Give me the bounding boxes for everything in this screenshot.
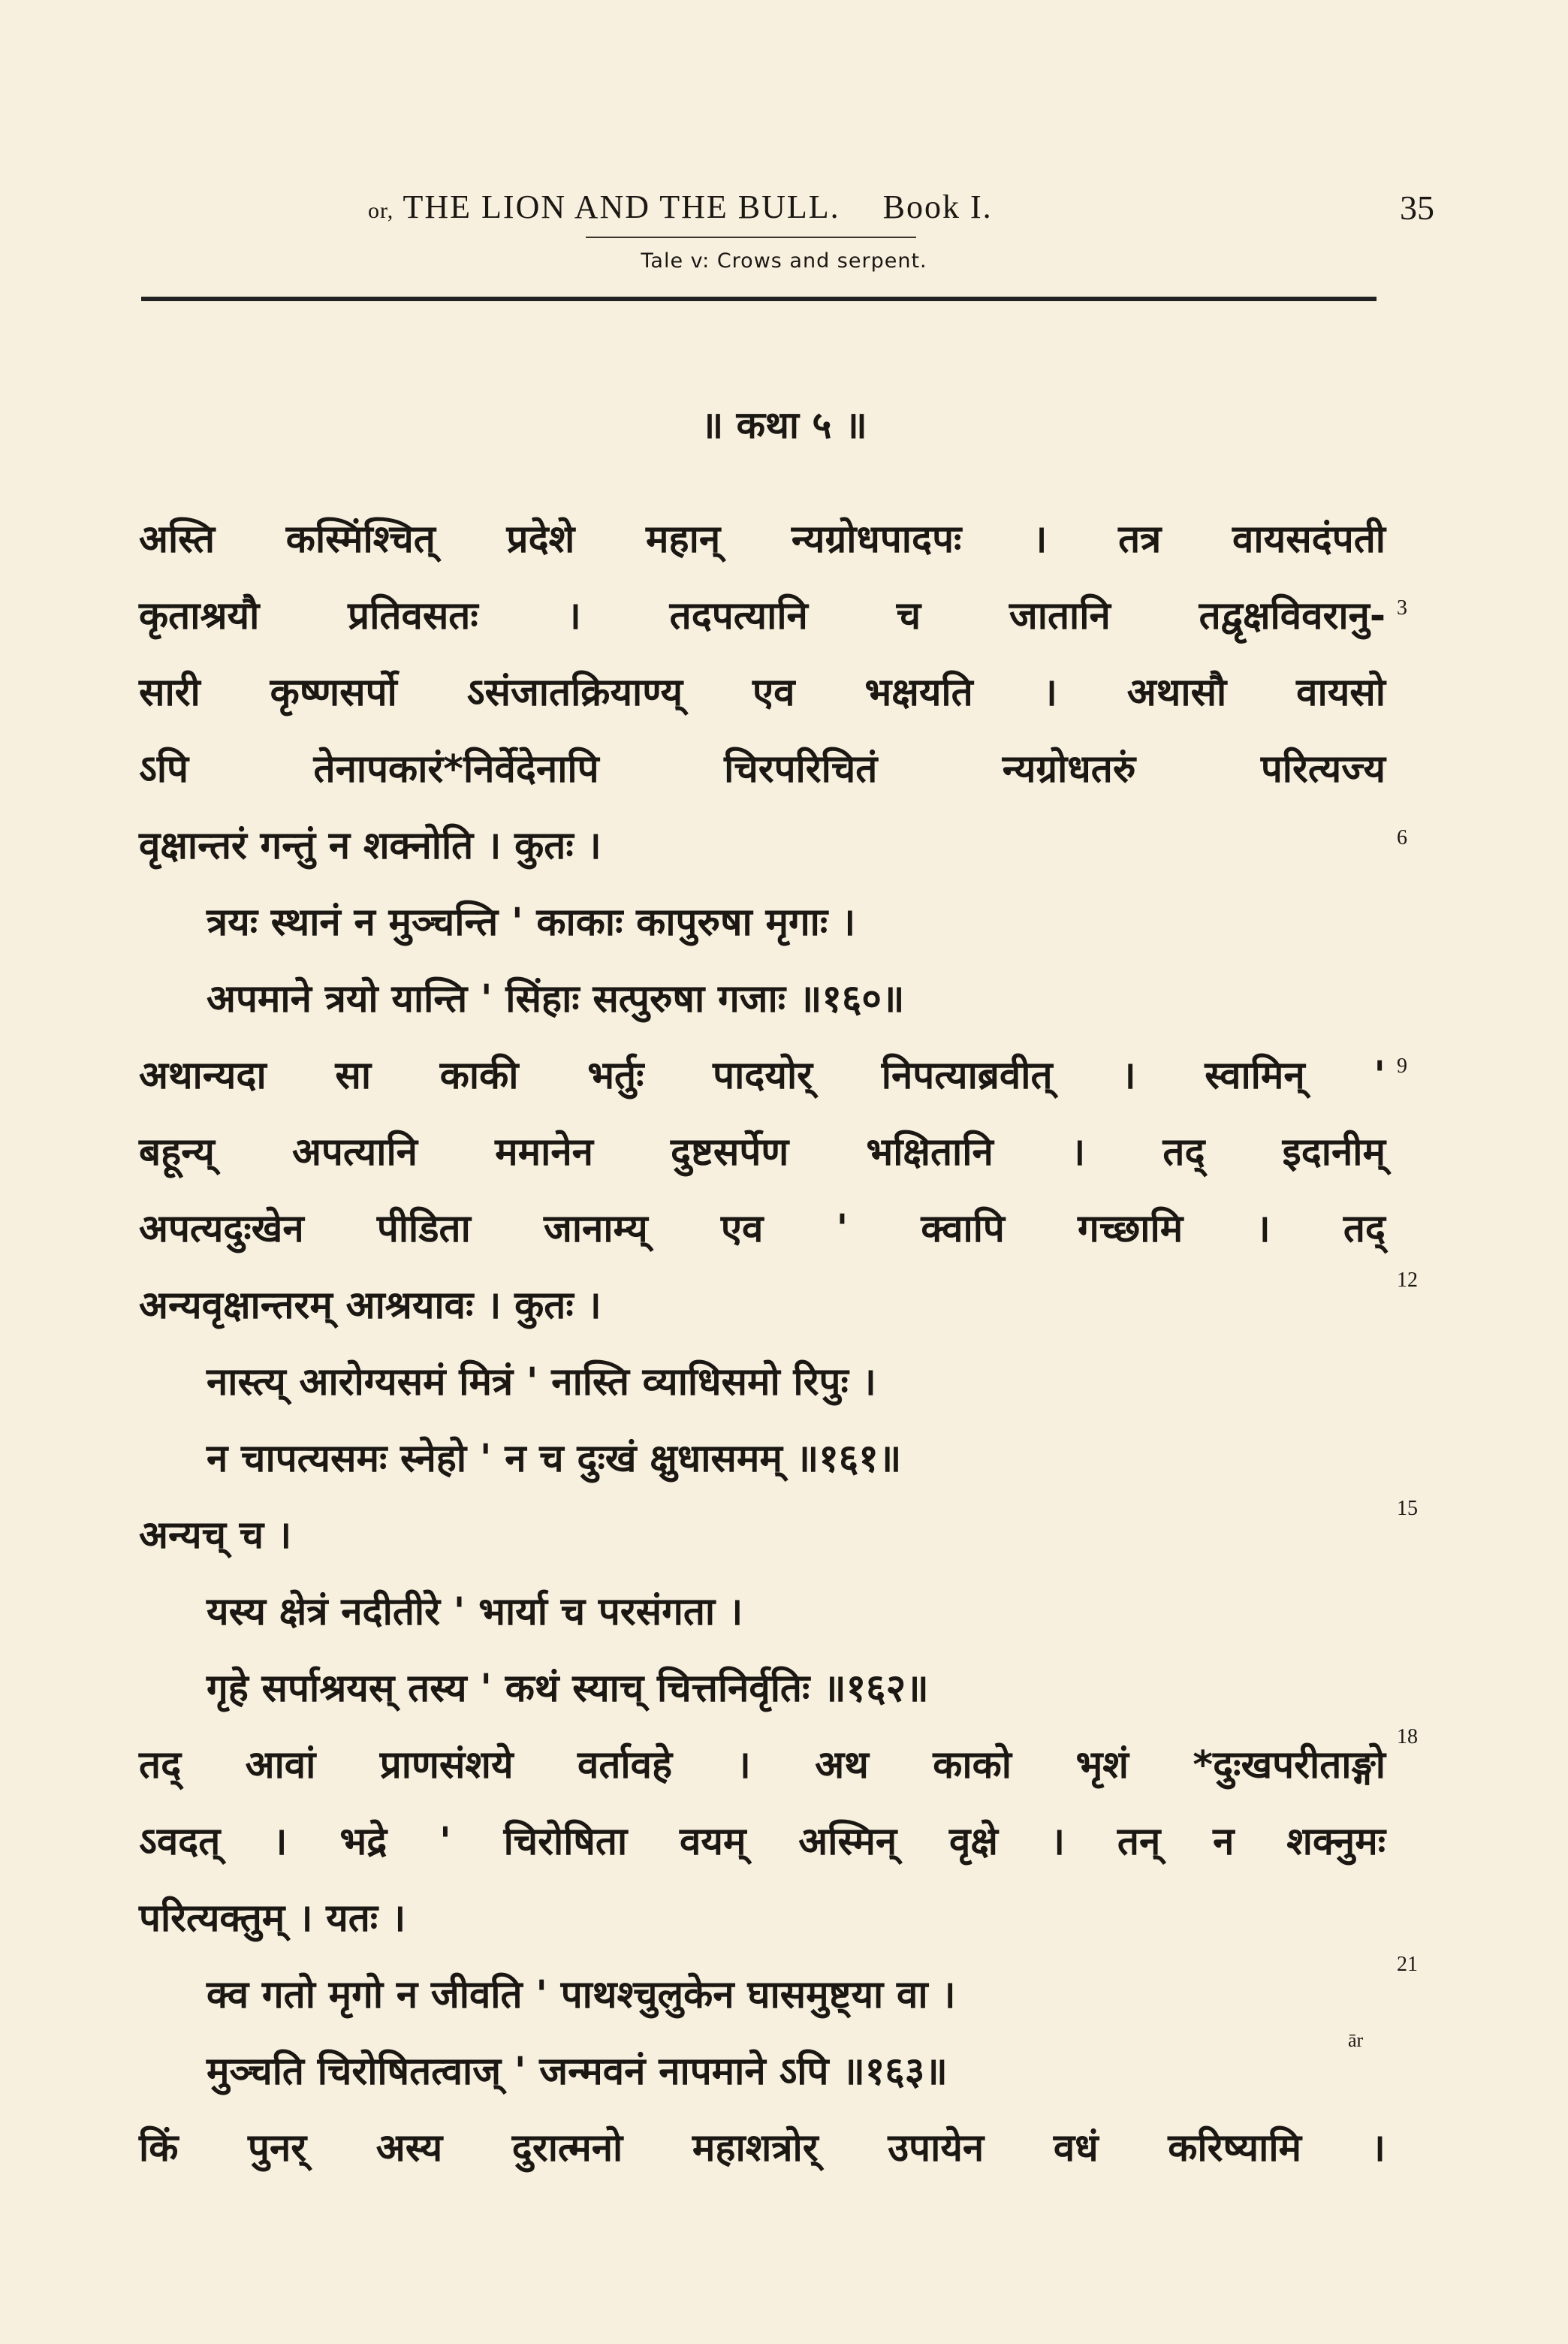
book-label: Book I. bbox=[882, 189, 993, 225]
text-line: कृताश्रयौ प्रतिवसतः । तदपत्यानि च जातानि तद्वृक्षविवरानु- bbox=[139, 594, 1386, 638]
text-line: अथान्यदा सा काकी भर्तुः पादयोर् निपत्याब्रवीत् । स्वामिन् ' bbox=[139, 1054, 1386, 1098]
marginal-note: ār bbox=[1348, 2029, 1364, 2051]
text-line: ऽपि तेनापकारं*निर्वेदेनापि चिरपरिचितं न्यग्रोधतरुं परित्यज्य bbox=[139, 747, 1386, 792]
verse-line: न चापत्यसमः स्नेहो ' न च दुःखं क्षुधासमम् ॥१६१॥ bbox=[207, 1437, 902, 1481]
header-rule bbox=[141, 297, 1377, 301]
line-number: 15 bbox=[1397, 1497, 1418, 1520]
tale-subtitle: Tale v: Crows and serpent. bbox=[641, 249, 927, 273]
text-line: अन्यच् च । bbox=[139, 1513, 292, 1558]
running-title: THE LION AND THE BULL. bbox=[403, 189, 840, 225]
verse-line: त्रयः स्थानं न मुञ्चन्ति ' काकाः कापुरुषा मृगाः । bbox=[207, 900, 856, 945]
line-number: 12 bbox=[1397, 1269, 1418, 1292]
text-line: परित्यक्तुम् । यतः । bbox=[139, 1896, 406, 1941]
line-number: 6 bbox=[1397, 826, 1407, 849]
text-line: सारी कृष्णसर्पो ऽसंजातक्रियाण्य् एव भक्षयति । अथासौ वायसो bbox=[139, 671, 1386, 715]
verse-line: अपमाने त्रयो यान्ति ' सिंहाः सत्पुरुषा गजाः ॥१६०॥ bbox=[207, 977, 905, 1021]
text-line: वृक्षान्तरं गन्तुं न शक्नोति । कुतः । bbox=[139, 824, 602, 868]
running-head bbox=[368, 188, 993, 226]
tale-heading: ॥ कथा ५ ॥ bbox=[701, 403, 867, 447]
line-number: 21 bbox=[1397, 1953, 1418, 1976]
text-line: ऽवदत् । भद्रे ' चिरोषिता वयम् अस्मिन् वृक्षे । तन् न शक्नुमः bbox=[139, 1820, 1386, 1864]
text-line: बहून्य् अपत्यानि ममानेन दुष्टसर्पेण भक्षितानि । तद् इदानीम् bbox=[139, 1130, 1386, 1175]
text-line: अपत्यदुःखेन पीडिता जानाम्य् एव ' क्वापि गच्छामि । तद् bbox=[139, 1207, 1386, 1251]
text-line: किं पुनर् अस्य दुरात्मनो महाशत्रोर् उपायेन वधं करिष्यामि । bbox=[139, 2126, 1386, 2171]
verse-line: क्व गतो मृगो न जीवति ' पाथश्चुलुकेन घासमुष्ट्या वा । bbox=[207, 1973, 956, 2017]
line-number: 3 bbox=[1397, 596, 1407, 620]
verse-line: यस्य क्षेत्रं नदीतीरे ' भार्या च परसंगता । bbox=[207, 1590, 743, 1634]
text-line: तद् आवां प्राणसंशये वर्तावहे । अथ काको भृशं *दुःखपरीताङ्गो bbox=[139, 1743, 1386, 1787]
line-number: 18 bbox=[1397, 1725, 1418, 1748]
text-line: अन्यवृक्षान्तरम् आश्रयावः । कुतः । bbox=[139, 1284, 602, 1328]
running-title-prefix: or, bbox=[368, 198, 394, 223]
line-number: 9 bbox=[1397, 1054, 1407, 1078]
sanskrit-text-body bbox=[139, 502, 1386, 2187]
verse-line: मुञ्चति चिरोषितत्वाज् ' जन्मवनं नापमाने ऽपि ॥१६३॥ bbox=[207, 2050, 948, 2094]
text-line: अस्ति कस्मिंश्चित् प्रदेशे महान् न्यग्रोधपादपः । तत्र वायसदंपती bbox=[139, 517, 1386, 562]
verse-line: गृहे सर्पाश्रयस् तस्य ' कथं स्याच् चित्तनिर्वृतिः ॥१६२॥ bbox=[207, 1667, 929, 1711]
verse-line: नास्त्य् आरोग्यसमं मित्रं ' नास्ति व्याधिसमो रिपुः । bbox=[207, 1360, 876, 1404]
header-short-rule bbox=[586, 237, 916, 238]
page-number: 35 bbox=[1400, 189, 1434, 227]
